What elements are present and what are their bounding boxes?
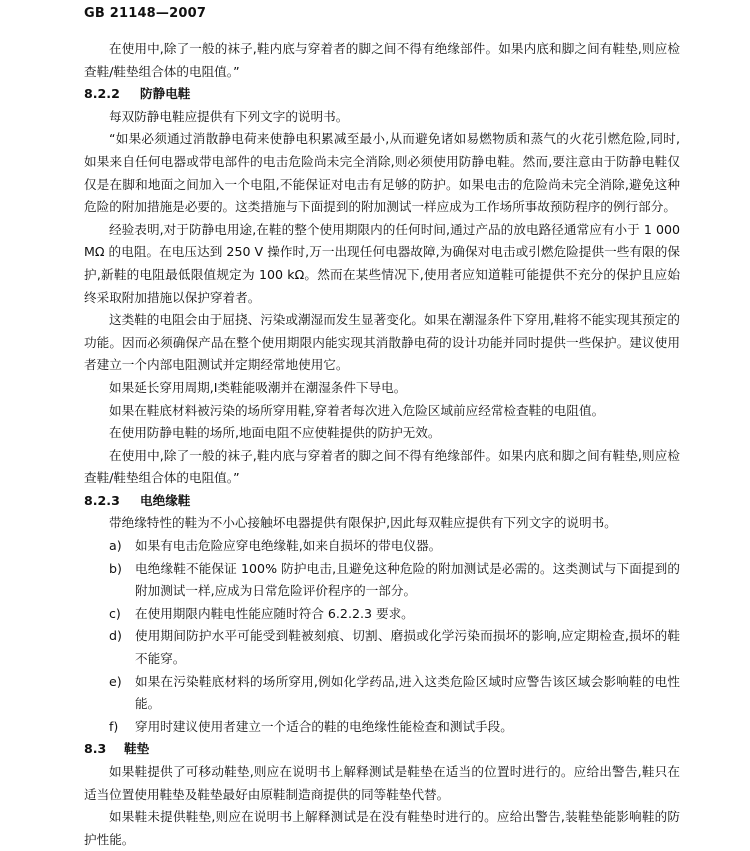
list-item-text: 穿用时建议使用者建立一个适合的鞋的电绝缘性能检查和测试手段。 [135, 718, 513, 734]
paragraph: 在使用中,除了一般的袜子,鞋内底与穿着者的脚之间不得有绝缘部件。如果内底和脚之间有鞋垫,则应检查鞋/鞋垫组合体的电阻值。” [84, 41, 680, 79]
list-item [84, 625, 680, 670]
list-item-text: 电绝缘鞋不能保证 100% 防护电击,且避免这种危险的附加测试是必需的。这类测试与下面提到的附加测试一样,应成为日常危险评价程序的一部分。 [135, 560, 680, 599]
list-item-label: c) [109, 605, 121, 621]
paragraph: 如果在鞋底材料被污染的场所穿用鞋,穿着者每次进入危险区域前应经常检查鞋的电阻值。 [109, 402, 605, 418]
paragraph: 如果鞋提供了可移动鞋垫,则应在说明书上解释测试是鞋垫在适当的位置时进行的。应给出警告,鞋只在适当位置使用鞋垫及鞋垫最好由原鞋制造商提供的同等鞋垫代替。 [84, 764, 680, 802]
section-heading-8-2-3 [84, 490, 680, 513]
section-number: 8.2.3 [84, 492, 120, 508]
list-item-text: 如果在污染鞋底材料的场所穿用,例如化学药品,进入这类危险区域时应警告该区域会影响鞋的电性能。 [135, 673, 680, 712]
list-item [84, 671, 680, 716]
list-item-label: e) [109, 673, 122, 689]
list-item-label: f) [109, 718, 119, 734]
section-title: 电绝缘鞋 [140, 492, 191, 508]
paragraph: 在使用防静电鞋的场所,地面电阻不应使鞋提供的防护无效。 [109, 425, 441, 441]
section-heading-8-2-2 [84, 83, 680, 106]
section-heading-8-3 [84, 738, 680, 761]
list-item-text: 使用期间防护水平可能受到鞋被刻痕、切割、磨损或化学污染而损坏的影响,应定期检查,损坏的鞋不能穿。 [135, 628, 680, 667]
paragraph: 如果鞋未提供鞋垫,则应在说明书上解释测试是在没有鞋垫时进行的。应给出警告,装鞋垫能影响鞋的防护性能。 [84, 809, 680, 847]
paragraph: 带绝缘特性的鞋为不小心接触坏电器提供有限保护,因此每双鞋应提供有下列文字的说明书。 [109, 515, 617, 531]
list-item [84, 716, 680, 739]
paragraph: 经验表明,对于防静电用途,在鞋的整个使用期限内的任何时间,通过产品的放电路径通常应有小于 1 000 MΩ 的电阻。在电压达到 250 V 操作时,万一出现任何电器故障,为确保对电击或引燃危险提供一些有限的保护,新鞋的电阻最低限值规定为 100 kΩ。然而在某些情况下,使用者应知道鞋可能提供不充分的保护且应始终采取附加措施以保护穿着者。 [84, 221, 680, 305]
section-number: 8.2.2 [84, 86, 120, 102]
paragraph: 在使用中,除了一般的袜子,鞋内底与穿着者的脚之间不得有绝缘部件。如果内底和脚之间有鞋垫,则应检查鞋/鞋垫组合体的电阻值。” [84, 447, 680, 486]
list-item-text: 在使用期限内鞋电性能应随时符合 6.2.2.3 要求。 [135, 605, 414, 621]
list-item-label: d) [109, 628, 122, 644]
paragraph: 这类鞋的电阻会由于屈挠、污染或潮湿而发生显著变化。如果在潮湿条件下穿用,鞋将不能实现其预定的功能。因而必须确保产品在整个使用期限内能实现其消散静电荷的设计功能并同时提供一些保护。建议使用者建立一个内部电阻测试并定期经常地使用它。 [84, 312, 680, 373]
paragraph: 如果延长穿用周期,Ⅰ类鞋能吸潮并在潮湿条件下导电。 [109, 379, 407, 395]
section-number: 8.3 [84, 741, 107, 757]
document-body [84, 38, 680, 851]
list-item-text: 如果有电击危险应穿电绝缘鞋,如来自损坏的带电仪器。 [135, 538, 442, 554]
list-item [84, 603, 680, 626]
section-title: 鞋垫 [124, 741, 150, 757]
list-item [84, 535, 680, 558]
list-item-label: a) [109, 538, 122, 554]
paragraph: 每双防静电鞋应提供有下列文字的说明书。 [109, 108, 349, 124]
list-item [84, 558, 680, 603]
section-title: 防静电鞋 [140, 86, 191, 102]
paragraph: “如果必须通过消散静电荷来使静电积累减至最小,从而避免诸如易燃物质和蒸气的火花引燃危险,同时,如果来自任何电器或带电部件的电击危险尚未完全消除,则必须使用防静电鞋。然而,要注意由于防静电鞋仅仅是在脚和地面之间加入一个电阻,不能保证对电击有足够的防护。如果电击的危险尚未完全消除,避免这种危险的附加措施是必要的。这类措施与下面提到的附加测试一样应成为工作场所事故预防程序的例行部分。 [84, 131, 680, 215]
standard-number-header: GB 21148—2007 [84, 6, 207, 21]
list-item-label: b) [109, 560, 122, 576]
